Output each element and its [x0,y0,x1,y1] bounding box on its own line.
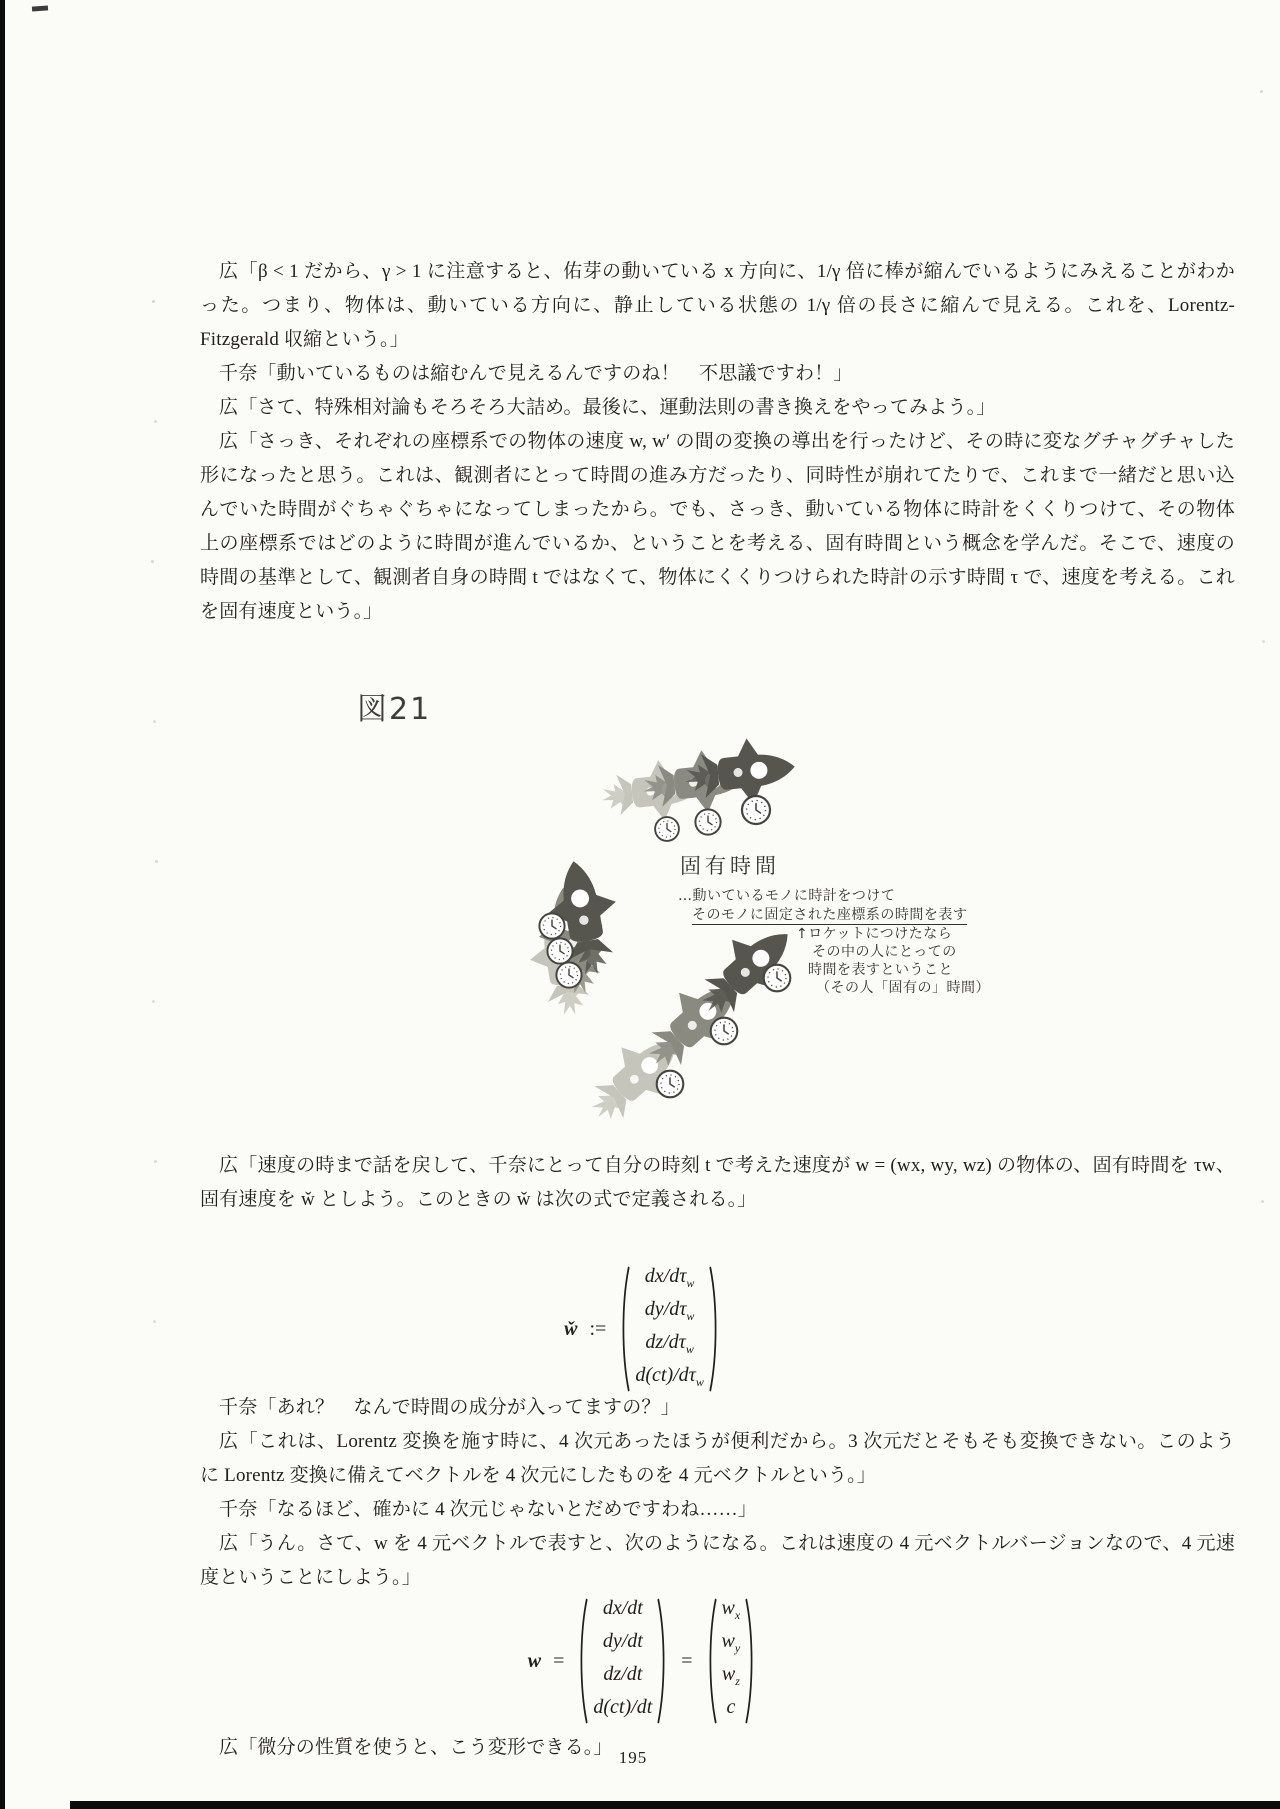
column-vector [576,1595,669,1727]
vector-entry: d(ct)/dτ [635,1364,696,1386]
vector-entry: dx/dt [602,1597,643,1619]
clock-icon [742,796,770,824]
vector-entry: d(ct)/dt [593,1696,653,1718]
dialogue-hiro-lorentz-contraction: 広「β < 1 だから、γ > 1 に注意すると、佑芽の動いている x 方向に、1/γ 倍に棒が縮んでいるようにみえることがわかった。つまり、物体は、動いている方向に、静止している状態の 1/γ 倍の長さに縮んで見える。これを、Lorentz-Fitzgerald 収縮という。」 [200,261,1235,350]
vector-row [635,1296,703,1329]
clock-icon [547,938,572,963]
vector-rows [589,1595,656,1727]
scan-mark [32,5,48,11]
formula-lhs: w̌ [564,1317,578,1340]
formula-relation: = [553,1649,565,1672]
dialogue-hiro-proper-time: 広「さっき、それぞれの座標系での物体の速度 w, w′ の間の変換の導出を行ったけど、その時に変なグチャグチャした形になったと思う。これは、観測者にとって時間の進み方だったり、同時性が崩れてたりで、これまで一緒だと思い込んでいた時間がぐちゃぐちゃになってしまったから。でも、さっき、動いている物体に時計をくくりつけて、その物体上の座標系ではどのように時間が進んでいるか、ということを考える、固有時間という概念を学んだ。そこで、速度の時間の基準として、観測者自身の時間 t ではなくて、物体にくくりつけられた時計の示す時間 τ で、速度を考える。これを固有速度という。」 [200,431,1235,622]
annotation-line-3: ↑ロケットにつけたなら [796,926,953,942]
right-paren [744,1595,757,1727]
clock-icon [556,962,581,987]
clock-icon [711,1018,738,1045]
annotation-line-2 [692,906,967,924]
dialogue-china-time-component: 千奈「あれ？ なんで時間の成分が入ってますの？」 [219,1397,680,1418]
annotation-line-6: （その人「固有の」時間） [816,980,990,996]
column-vector [705,1595,758,1727]
formula-relation: = [681,1649,693,1672]
clock-icon [657,1071,684,1098]
right-paren [708,1263,721,1395]
vector-entry: w [721,1630,735,1652]
annotation-proper-time-title: 固有時間 [680,854,780,878]
left-paren [576,1595,589,1727]
vector-entry-sub: w [695,1375,704,1389]
clock-icon [539,913,564,938]
vector-entry: dz/dτ [645,1331,686,1353]
clock-icon [655,817,679,841]
vector-row [722,1694,741,1727]
dialogue-hiro-derivative-transform: 広「微分の性質を使うと、こう変形できる。」 [219,1737,613,1758]
column-vector [618,1263,720,1395]
clock-icon [764,965,791,992]
vector-row [722,1661,741,1694]
vector-row [722,1595,741,1628]
annotation-line-1: …動いているモノに時計をつけて [678,888,896,904]
vector-entry-sub: z [735,1674,740,1688]
vector-row [593,1694,652,1727]
right-paren [656,1595,669,1727]
vector-entry-sub: w [686,1309,695,1323]
page-content [200,255,1235,1765]
vector-entry: dz/dt [603,1663,643,1685]
dialogue-hiro-four-vector: 広「これは、Lorentz 変換を施す時に、4 次元あったほうが便利だから。3 次元だとそもそも変換できない。このように Lorentz 変換に備えてベクトルを 4 次元にしたものを 4 元ベクトルという。」 [200,1431,1235,1486]
formula-four-velocity [200,1597,1085,1721]
vector-entry-sub: x [734,1608,741,1622]
annotation-line-5: 時間を表すということ [808,962,953,978]
scan-specks [152,300,155,303]
vector-entry: c [726,1696,736,1718]
vector-rows [718,1595,745,1727]
vector-row [722,1628,741,1661]
formula-relation: := [589,1317,607,1340]
left-paren [705,1595,718,1727]
vector-entry: w [721,1663,736,1685]
dialogue-hiro-proper-velocity: 広「速度の時まで話を戻して、千奈にとって自分の時刻 t で考えた速度が w = (wx, wy, wz) の物体の、固有時間を τw、固有速度を w̌ としよう。このときの w̌ は次の式で定義される。」 [200,1155,1235,1210]
dialogue-china-four-dims: 千奈「なるほど、確かに 4 次元じゃないとだめですわね……」 [219,1499,758,1520]
vector-row [635,1329,703,1362]
dialogue-china-shrink: 千奈「動いているものは縮むんで見えるんですのね！ 不思議ですわ！」 [219,363,853,384]
page-number: 195 [618,1748,648,1767]
dialogue-hiro-four-velocity: 広「うん。さて、w を 4 元ベクトルで表すと、次のようになる。これは速度の 4 元ベクトルバージョンなので、4 元速度ということにしよう。」 [200,1533,1235,1588]
vector-row [635,1263,703,1296]
vector-entry: dy/dt [602,1630,643,1652]
vector-row [593,1595,652,1628]
scan-edge-bottom [70,1801,1280,1809]
annotation-underlined-text: そのモノに固定された座標系の時間を表す [692,907,968,923]
annotation-line-4: その中の人にとっての [812,944,957,960]
formula-lhs: w [527,1649,542,1672]
scan-edge-left [0,0,5,1809]
vector-entry-sub: w [685,1342,694,1356]
vector-rows [631,1263,707,1395]
vector-entry: dx/dτ [644,1265,687,1287]
vector-entry: dy/dτ [644,1298,687,1320]
left-paren [618,1263,631,1395]
vector-row [593,1661,652,1694]
clock-icon [695,809,720,834]
figure-21-label: 図21 [357,692,432,727]
figure-21 [200,629,1235,1149]
vector-entry-sub: y [734,1641,741,1655]
dialogue-hiro-finale-intro: 広「さて、特殊相対論もそろそろ大詰め。最後に、運動法則の書き換えをやってみよう。」 [219,397,996,418]
vector-row [593,1628,652,1661]
vector-entry-sub: w [686,1276,695,1290]
vector-entry: w [721,1597,735,1619]
